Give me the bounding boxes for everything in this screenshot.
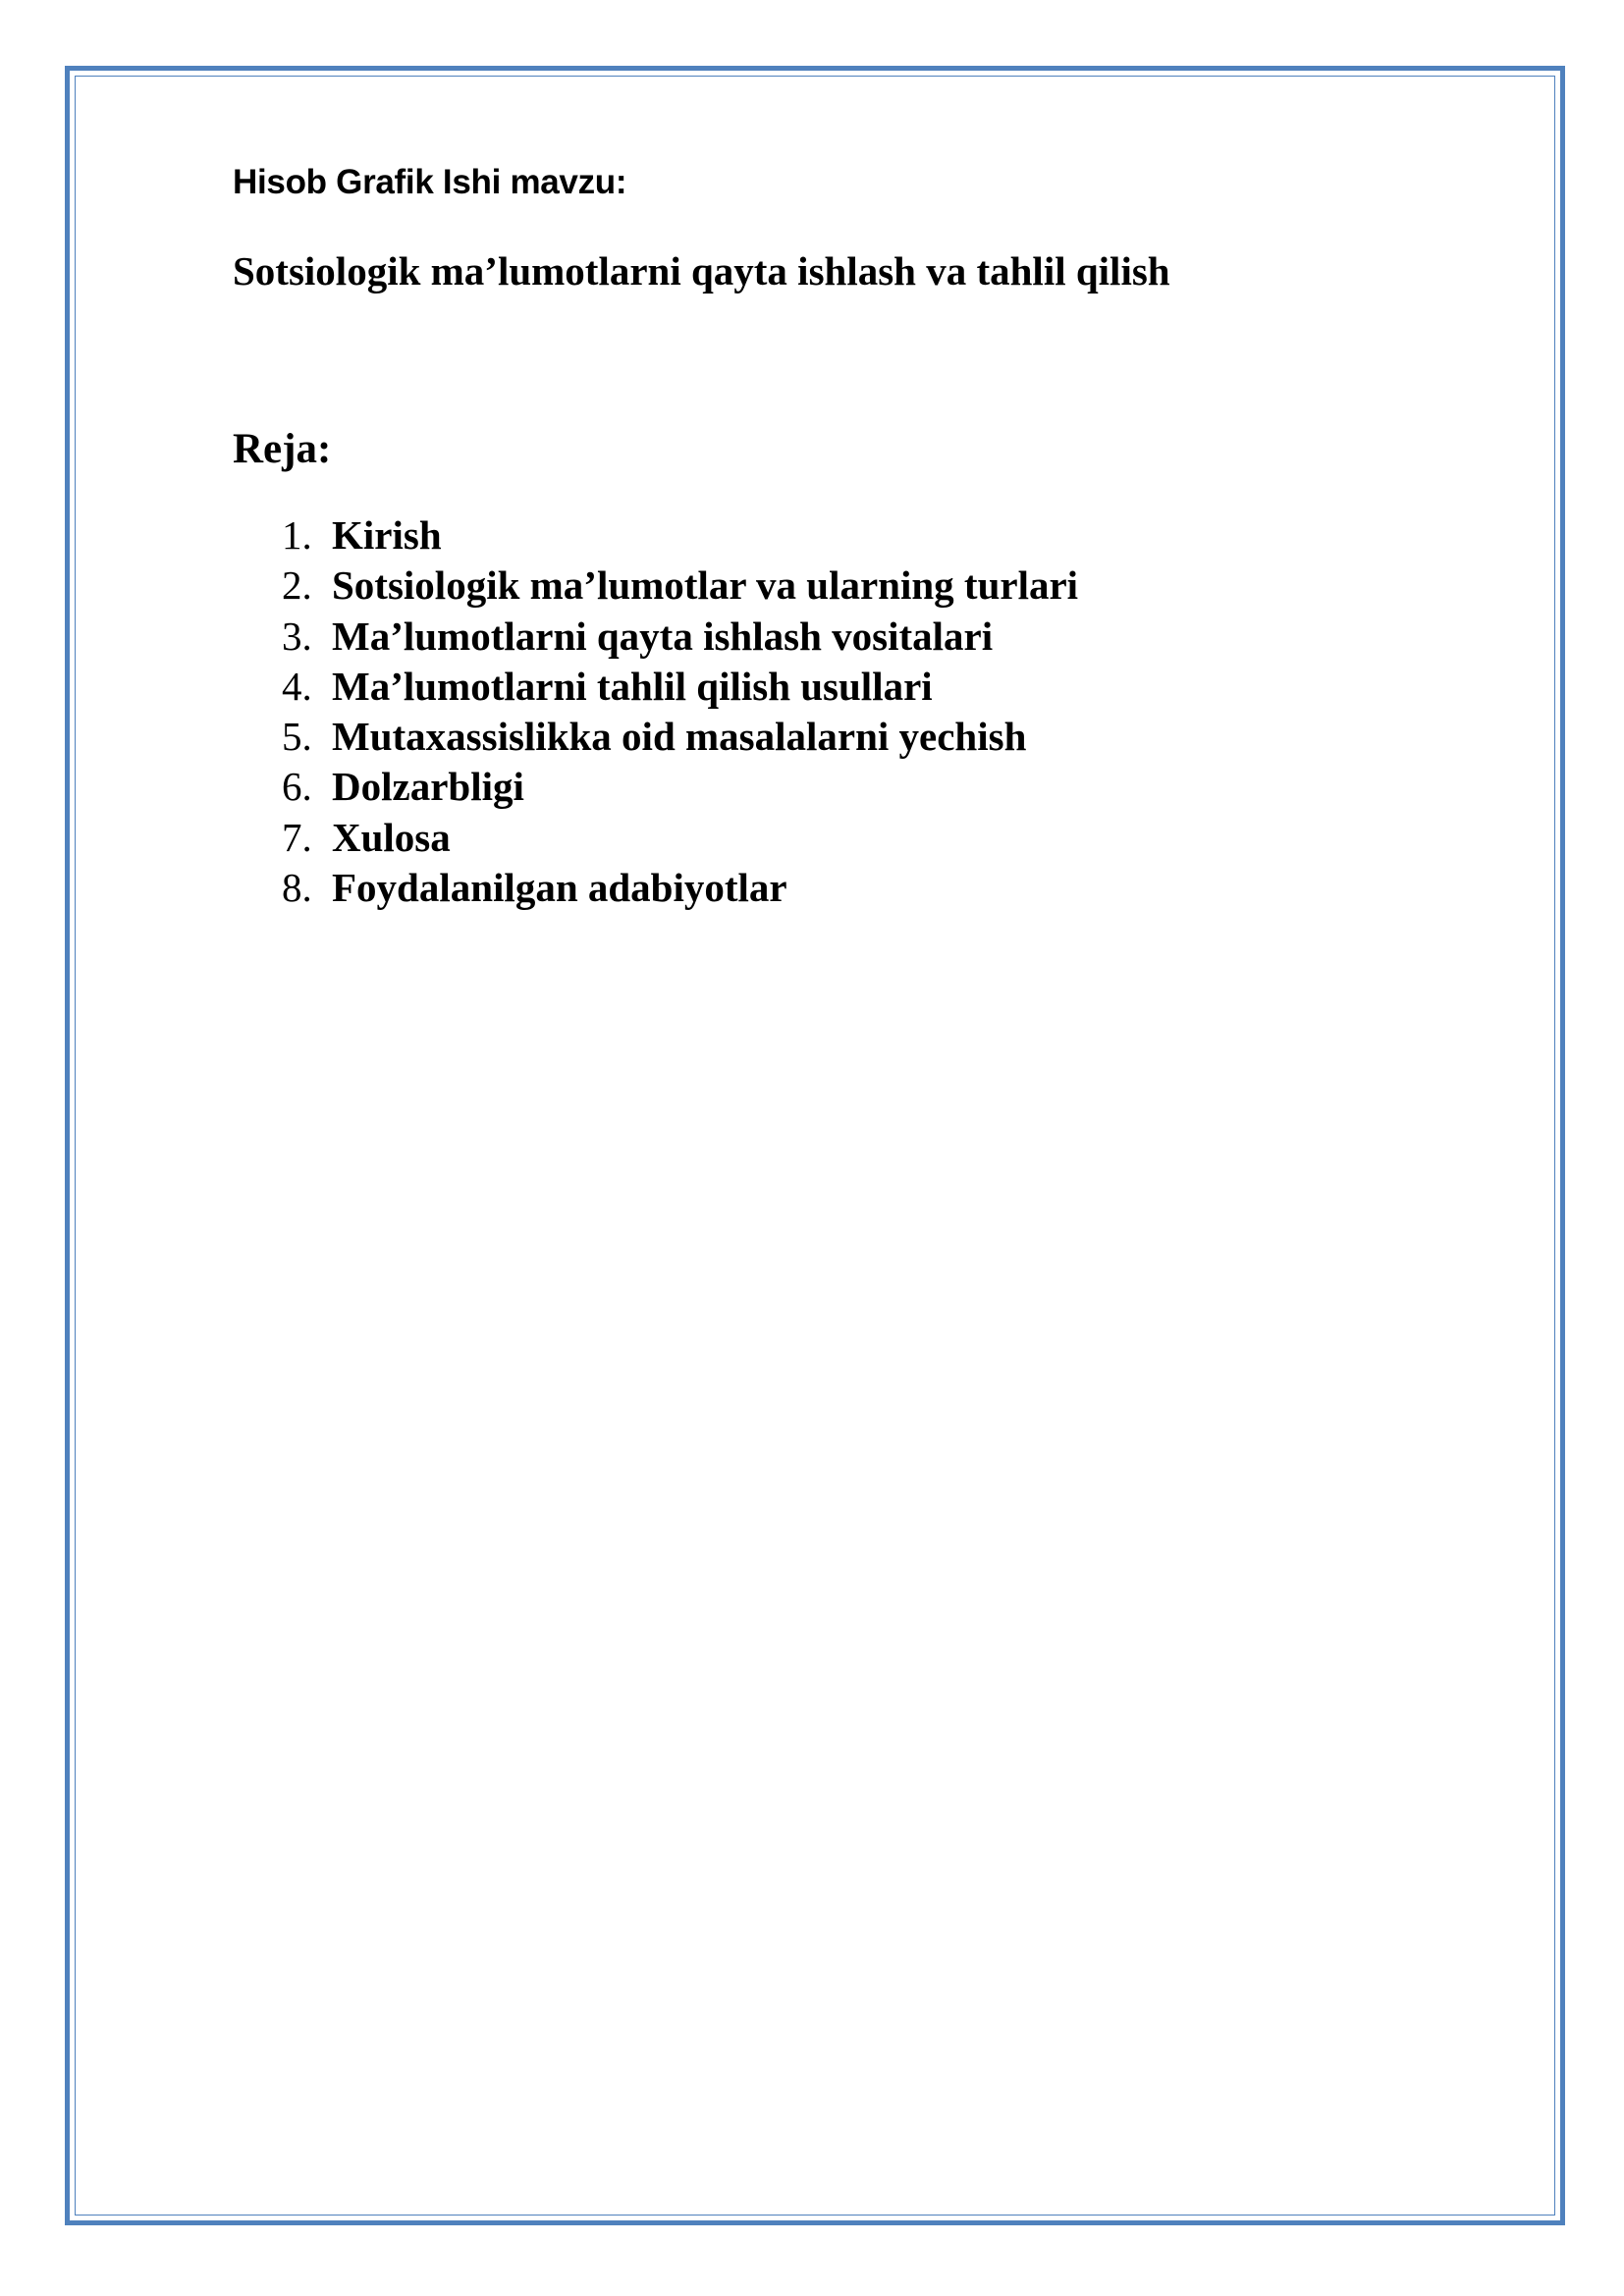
plan-item-number: 2.: [282, 562, 312, 609]
plan-item: [282, 613, 1078, 663]
plan-item-text: Xulosa: [332, 814, 451, 860]
plan-item: [282, 663, 1078, 713]
plan-item-number: 6.: [282, 764, 312, 810]
plan-item: [282, 511, 1078, 561]
plan-item-number: 1.: [282, 512, 312, 558]
plan-item: [282, 763, 1078, 813]
plan-item-text: Mutaxassislikka oid masalalarni yechish: [332, 714, 1027, 760]
plan-item-text: Sotsiologik ma’lumotlar va ularning turlari: [332, 562, 1079, 609]
plan-item-text: Ma’lumotlarni tahlil qilish usullari: [332, 663, 933, 709]
plan-item: [282, 713, 1078, 763]
plan-item-number: 7.: [282, 814, 312, 860]
plan-item: [282, 814, 1078, 864]
plan-item-number: 3.: [282, 613, 312, 659]
subject-label: Hisob Grafik Ishi mavzu:: [233, 163, 627, 201]
subject-title: Sotsiologik ma’lumotlarni qayta ishlash va tahlil qilish: [233, 248, 1170, 294]
plan-item-number: 4.: [282, 663, 312, 709]
plan-item-text: Ma’lumotlarni qayta ishlash vositalari: [332, 613, 994, 659]
plan-item-number: 5.: [282, 714, 312, 760]
plan-list: [282, 511, 1078, 914]
plan-item-number: 8.: [282, 865, 312, 911]
plan-item-text: Kirish: [332, 512, 442, 558]
plan-item: [282, 561, 1078, 612]
plan-item: [282, 864, 1078, 914]
plan-heading: Reja:: [233, 426, 332, 472]
plan-item-text: Dolzarbligi: [332, 764, 524, 810]
plan-item-text: Foydalanilgan adabiyotlar: [332, 865, 787, 911]
page-border-inner: [75, 76, 1555, 2216]
